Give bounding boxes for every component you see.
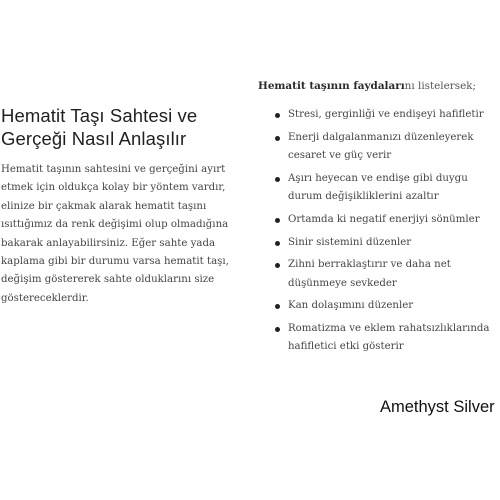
bullet-icon: [275, 113, 280, 118]
paragraph-line: göstereceklerdir.: [1, 292, 89, 304]
benefits-section: [258, 78, 498, 361]
list-item: [258, 211, 498, 229]
list-item-line: Aşırı heyecan ve endişe gibi duygu: [288, 172, 468, 184]
list-item-line: Enerji dalgalanmanızı düzenleyerek: [288, 131, 474, 143]
list-item: [258, 106, 498, 124]
bullet-icon: [275, 218, 280, 223]
list-item: [258, 129, 498, 165]
heading-line: Hematit Taşı Sahtesi ve: [1, 105, 198, 126]
brand-signature: Amethyst Silver: [380, 398, 495, 416]
paragraph-line: Hematit taşının sahtesini ve gerçeğini ayırt: [1, 164, 226, 175]
paragraph-line: etmek için oldukça kolay bir yöntem vardır,: [1, 182, 226, 194]
list-item-line: Ortamda ki negatif enerjiyi sönümler: [288, 213, 480, 225]
list-item-line: durum değişikliklerini azaltır: [288, 191, 439, 202]
paragraph-line: elinize bir çakmak alarak hematit taşını: [1, 200, 207, 212]
list-item: [258, 320, 498, 356]
benefits-intro-bold: Hematit taşının faydaları: [258, 80, 405, 92]
paragraph-line: ısıttığımız da renk değişimi olup olmadığına: [1, 219, 229, 231]
list-item-line: Kan dolaşımını düzenler: [288, 300, 414, 312]
list-item: [258, 170, 498, 206]
list-item-line: Romatizma ve eklem rahatsızlıklarında: [288, 323, 490, 335]
bullet-icon: [275, 136, 280, 141]
list-item-line: düşünmeye sevkeder: [288, 277, 397, 289]
heading-line: Gerçeği Nasıl Anlaşılır: [1, 128, 187, 149]
list-item: [258, 234, 498, 252]
bullet-icon: [275, 263, 280, 268]
paragraph-line: değişim göstererek sahte olduklarını size: [1, 274, 215, 286]
paragraph-line: bakarak anlayabilirsiniz. Eğer sahte yada: [1, 237, 216, 249]
list-item: [258, 297, 498, 315]
bullet-icon: [275, 177, 280, 182]
bullet-icon: [275, 241, 280, 246]
list-item-line: Zihni berraklaştırır ve daha net: [288, 259, 451, 271]
article-paragraph: [1, 161, 235, 308]
benefits-intro-rest: nı listelersek;: [404, 80, 477, 92]
benefits-list: [258, 106, 498, 357]
list-item-line: Stresi, gerginliği ve endişeyi hafifletir: [288, 109, 484, 120]
list-item: [258, 256, 498, 292]
list-item-line: hafifletici etki gösterir: [288, 341, 404, 353]
list-item-line: cesaret ve güç verir: [288, 150, 392, 161]
list-item-line: Sinir sistemini düzenler: [288, 236, 412, 248]
paragraph-line: kaplama gibi bir durumu varsa hematit taşı,: [1, 256, 229, 268]
bullet-icon: [275, 327, 280, 332]
article-heading: [1, 104, 235, 150]
article-section: [1, 104, 235, 308]
benefits-intro: [258, 78, 498, 94]
bullet-icon: [275, 304, 280, 309]
